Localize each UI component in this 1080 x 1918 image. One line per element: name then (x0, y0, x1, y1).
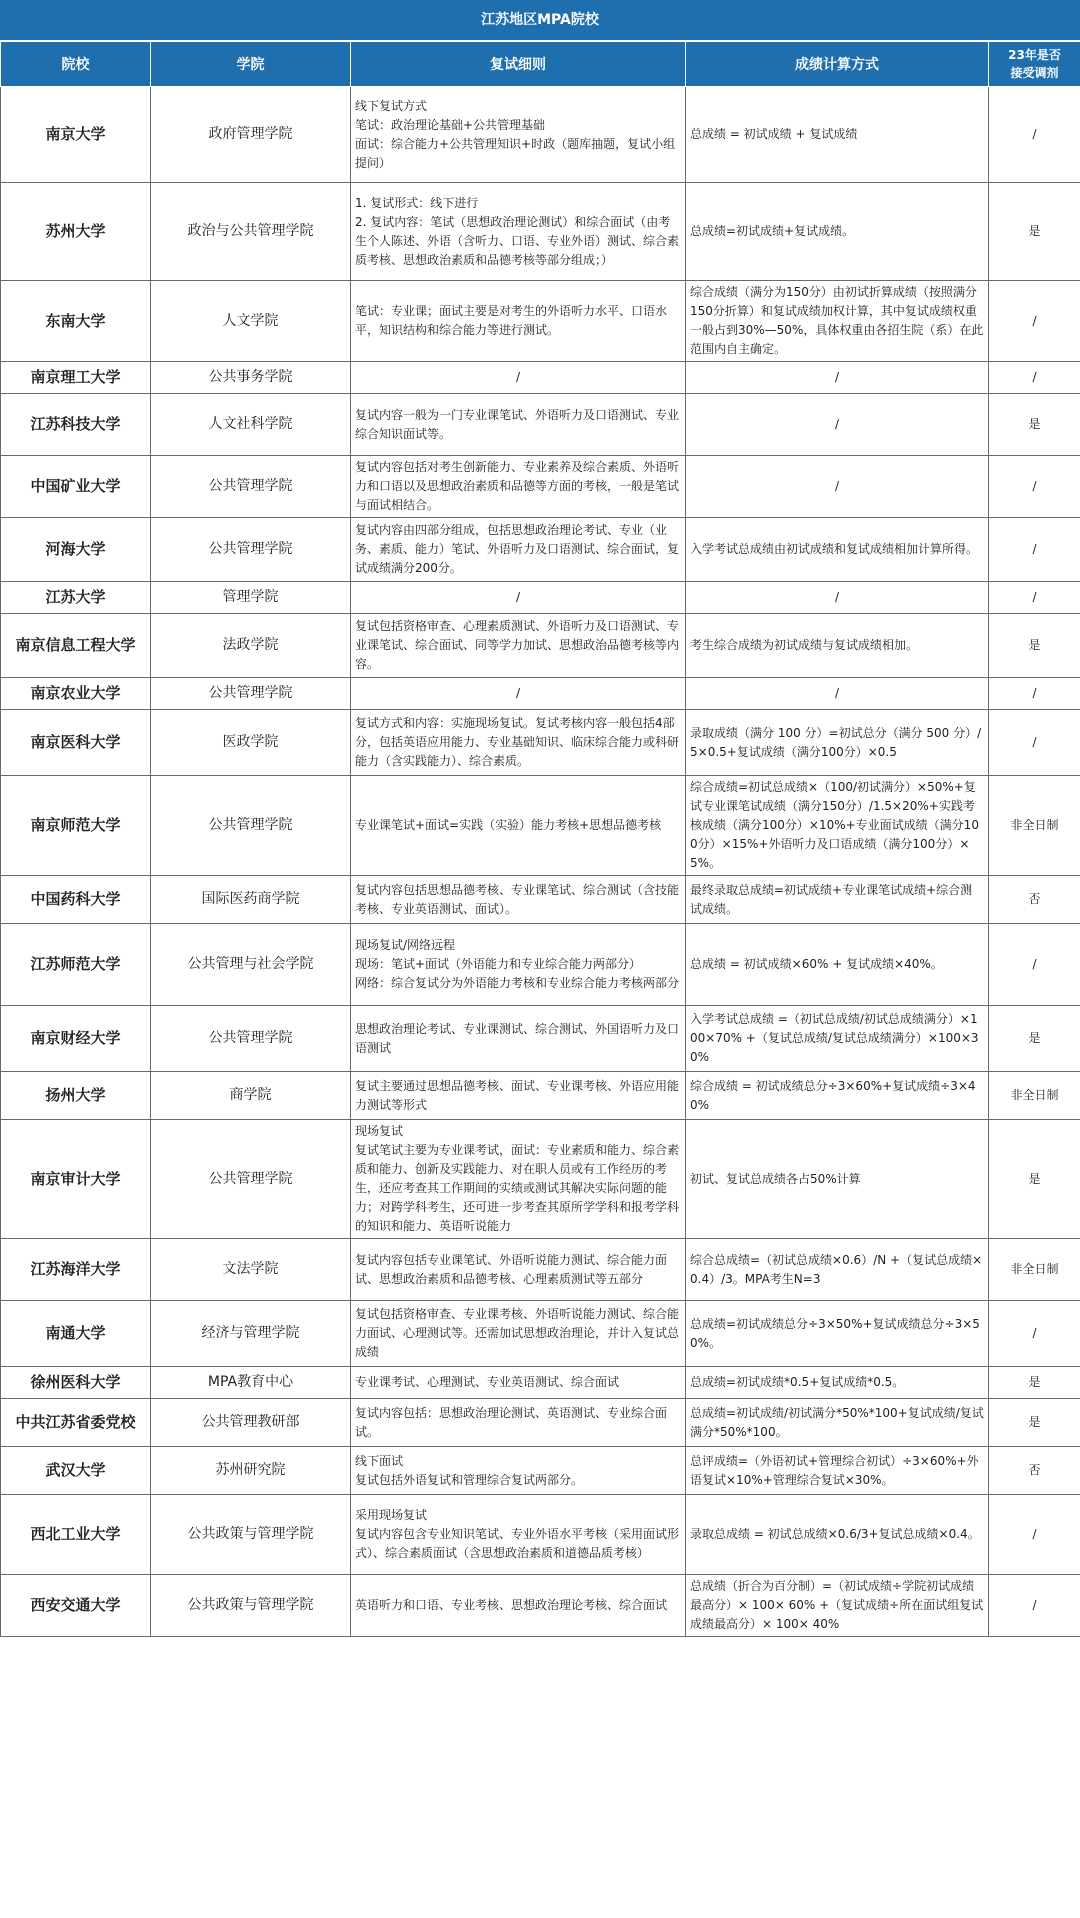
table-row (1, 362, 1080, 394)
calc-cell: 总评成绩=（外语初试+管理综合初试）÷3×60%+外语复试×10%+管理综合复试×30%。 (686, 1447, 989, 1495)
college-cell: 人文社科学院 (151, 394, 351, 456)
school-cell: 南京财经大学 (1, 1006, 151, 1072)
table-row (1, 1301, 1080, 1367)
college-cell: 公共事务学院 (151, 362, 351, 394)
rules-cell: 思想政治理论考试、专业课测试、综合测试、外国语听力及口语测试 (351, 1006, 686, 1072)
accept-cell: / (989, 582, 1080, 614)
college-cell: 政治与公共管理学院 (151, 183, 351, 281)
table-row (1, 1239, 1080, 1301)
accept-cell: / (989, 678, 1080, 710)
accept-cell: 非全日制 (989, 1072, 1080, 1120)
rules-cell: 线下复试方式 笔试：政治理论基础+公共管理基础 面试：综合能力+公共管理知识+时政（题库抽题，复试小组提问） (351, 87, 686, 183)
calc-cell: / (686, 394, 989, 456)
college-cell: 文法学院 (151, 1239, 351, 1301)
rules-cell: 线下面试 复试包括外语复试和管理综合复试两部分。 (351, 1447, 686, 1495)
college-cell: 公共管理学院 (151, 1006, 351, 1072)
accept-cell: 否 (989, 1447, 1080, 1495)
table-title: 江苏地区MPA院校 (0, 0, 1080, 41)
school-cell: 西安交通大学 (1, 1575, 151, 1637)
accept-cell: / (989, 1575, 1080, 1637)
school-cell: 中国药科大学 (1, 876, 151, 924)
calc-cell: 总成绩 = 初试成绩 + 复试成绩 (686, 87, 989, 183)
calc-cell: 录取成绩（满分 100 分）=初试总分（满分 500 分）/5×0.5+复试成绩（满分100分）×0.5 (686, 710, 989, 776)
college-cell: 人文学院 (151, 281, 351, 362)
calc-cell: 总成绩=初试成绩+复试成绩。 (686, 183, 989, 281)
accept-cell: / (989, 281, 1080, 362)
table-row (1, 614, 1080, 678)
calc-cell: / (686, 362, 989, 394)
rules-cell: 笔试：专业课；面试主要是对考生的外语听力水平、口语水平，知识结构和综合能力等进行测试。 (351, 281, 686, 362)
school-cell: 南京大学 (1, 87, 151, 183)
table-row (1, 1447, 1080, 1495)
calc-cell: 最终录取总成绩=初试成绩+专业课笔试成绩+综合测试成绩。 (686, 876, 989, 924)
rules-cell: 专业课笔试+面试=实践（实验）能力考核+思想品德考核 (351, 776, 686, 876)
table-row (1, 1495, 1080, 1575)
school-cell: 江苏科技大学 (1, 394, 151, 456)
accept-cell: 是 (989, 183, 1080, 281)
rules-cell: / (351, 362, 686, 394)
table-row (1, 1399, 1080, 1447)
accept-cell: 是 (989, 394, 1080, 456)
calc-cell: 总成绩（折合为百分制）=（初试成绩÷学院初试成绩最高分）× 100× 60% +（复试成绩÷所在面试组复试成绩最高分）× 100× 40% (686, 1575, 989, 1637)
accept-cell: / (989, 1495, 1080, 1575)
calc-cell: 总成绩=初试成绩/初试满分*50%*100+复试成绩/复试满分*50%*100。 (686, 1399, 989, 1447)
table-header-row (1, 42, 1080, 87)
school-cell: 江苏海洋大学 (1, 1239, 151, 1301)
college-cell: 商学院 (151, 1072, 351, 1120)
school-cell: 扬州大学 (1, 1072, 151, 1120)
calc-cell: 考生综合成绩为初试成绩与复试成绩相加。 (686, 614, 989, 678)
college-cell: 公共管理与社会学院 (151, 924, 351, 1006)
calc-cell: 初试、复试总成绩各占50%计算 (686, 1120, 989, 1239)
header-college: 学院 (151, 42, 351, 87)
rules-cell: 英语听力和口语、专业考核、思想政治理论考核、综合面试 (351, 1575, 686, 1637)
accept-cell: 是 (989, 1367, 1080, 1399)
accept-cell: 是 (989, 1006, 1080, 1072)
table-row (1, 1575, 1080, 1637)
rules-cell: 复试内容包括专业课笔试、外语听说能力测试、综合能力面试、思想政治素质和品德考核、心理素质测试等五部分 (351, 1239, 686, 1301)
college-cell: 政府管理学院 (151, 87, 351, 183)
table-row (1, 518, 1080, 582)
table-row (1, 1006, 1080, 1072)
accept-cell: 是 (989, 1399, 1080, 1447)
school-cell: 徐州医科大学 (1, 1367, 151, 1399)
college-cell: 苏州研究院 (151, 1447, 351, 1495)
college-cell: 公共管理学院 (151, 678, 351, 710)
table-body (1, 87, 1080, 1637)
calc-cell: / (686, 456, 989, 518)
college-cell: 公共管理学院 (151, 776, 351, 876)
rules-cell: 复试包括资格审查、专业课考核、外语听说能力测试、综合能力面试、心理测试等。还需加试思想政治理论，并计入复试总成绩 (351, 1301, 686, 1367)
calc-cell: 综合成绩（满分为150分）由初试折算成绩（按照满分150分折算）和复试成绩加权计算，其中复试成绩权重一般占到30%—50%，具体权重由各招生院（系）在此范围内自主确定。 (686, 281, 989, 362)
accept-cell: / (989, 518, 1080, 582)
calc-cell: 入学考试总成绩由初试成绩和复试成绩相加计算所得。 (686, 518, 989, 582)
school-cell: 武汉大学 (1, 1447, 151, 1495)
table-row (1, 87, 1080, 183)
rules-cell: 复试方式和内容：实施现场复试。复试考核内容一般包括4部分，包括英语应用能力、专业基础知识、临床综合能力或科研能力（含实践能力）、综合素质。 (351, 710, 686, 776)
college-cell: 法政学院 (151, 614, 351, 678)
rules-cell: 专业课考试、心理测试、专业英语测试、综合面试 (351, 1367, 686, 1399)
college-cell: 公共管理教研部 (151, 1399, 351, 1447)
school-cell: 南京理工大学 (1, 362, 151, 394)
college-cell: 国际医药商学院 (151, 876, 351, 924)
accept-cell: 非全日制 (989, 1239, 1080, 1301)
school-cell: 江苏大学 (1, 582, 151, 614)
school-cell: 南京医科大学 (1, 710, 151, 776)
college-cell: 管理学院 (151, 582, 351, 614)
table-row (1, 281, 1080, 362)
school-cell: 南京师范大学 (1, 776, 151, 876)
table-row (1, 1120, 1080, 1239)
college-cell: 公共政策与管理学院 (151, 1575, 351, 1637)
rules-cell: 现场复试 复试笔试主要为专业课考试，面试：专业素质和能力、综合素质和能力、创新及实践能力、对在职人员或有工作经历的考生，还应考查其工作期间的实绩或测试其解决实际问题的能力；对跨学科考生，还可进一步考查其原所学学科和报考学科的知识和能力、英语听说能力 (351, 1120, 686, 1239)
table-row (1, 710, 1080, 776)
table-row (1, 924, 1080, 1006)
school-cell: 南通大学 (1, 1301, 151, 1367)
accept-cell: / (989, 1301, 1080, 1367)
calc-cell: 总成绩=初试成绩总分÷3×50%+复试成绩总分÷3×50%。 (686, 1301, 989, 1367)
mpa-schools-table (0, 41, 1080, 1637)
calc-cell: 综合成绩 = 初试成绩总分÷3×60%+复试成绩÷3×40% (686, 1072, 989, 1120)
school-cell: 西北工业大学 (1, 1495, 151, 1575)
rules-cell: / (351, 582, 686, 614)
college-cell: 公共管理学院 (151, 1120, 351, 1239)
accept-cell: / (989, 710, 1080, 776)
college-cell: 医政学院 (151, 710, 351, 776)
table-row (1, 394, 1080, 456)
table-row (1, 1072, 1080, 1120)
calc-cell: 入学考试总成绩 =（初试总成绩/初试总成绩满分）×100×70% +（复试总成绩/复试总成绩满分）×100×30% (686, 1006, 989, 1072)
calc-cell: 录取总成绩 = 初试总成绩×0.6/3+复试总成绩×0.4。 (686, 1495, 989, 1575)
rules-cell: 复试内容包括：思想政治理论测试、英语测试、专业综合面试。 (351, 1399, 686, 1447)
school-cell: 东南大学 (1, 281, 151, 362)
school-cell: 江苏师范大学 (1, 924, 151, 1006)
accept-cell: / (989, 924, 1080, 1006)
table-row (1, 876, 1080, 924)
table-row (1, 582, 1080, 614)
college-cell: 经济与管理学院 (151, 1301, 351, 1367)
school-cell: 河海大学 (1, 518, 151, 582)
table-row (1, 1367, 1080, 1399)
rules-cell: 现场复试/网络远程 现场：笔试+面试（外语能力和专业综合能力两部分） 网络：综合复试分为外语能力考核和专业综合能力考核两部分 (351, 924, 686, 1006)
calc-cell: 综合成绩=初试总成绩×（100/初试满分）×50%+复试专业课笔试成绩（满分150分）/1.5×20%+实践考核成绩（满分100分）×10%+专业面试成绩（满分100分）×15%+外语听力及口语成绩（满分100分）×5%。 (686, 776, 989, 876)
header-school: 院校 (1, 42, 151, 87)
college-cell: 公共管理学院 (151, 518, 351, 582)
school-cell: 中国矿业大学 (1, 456, 151, 518)
table-row (1, 183, 1080, 281)
accept-cell: 非全日制 (989, 776, 1080, 876)
calc-cell: / (686, 678, 989, 710)
college-cell: 公共管理学院 (151, 456, 351, 518)
accept-cell: / (989, 456, 1080, 518)
table-row (1, 678, 1080, 710)
school-cell: 南京审计大学 (1, 1120, 151, 1239)
table-row (1, 456, 1080, 518)
rules-cell: / (351, 678, 686, 710)
calc-cell: 总成绩 = 初试成绩×60% + 复试成绩×40%。 (686, 924, 989, 1006)
rules-cell: 采用现场复试 复试内容包含专业知识笔试、专业外语水平考核（采用面试形式）、综合素质面试（含思想政治素质和道德品质考核） (351, 1495, 686, 1575)
calc-cell: / (686, 582, 989, 614)
school-cell: 苏州大学 (1, 183, 151, 281)
rules-cell: 复试内容由四部分组成，包括思想政治理论考试、专业（业务、素质、能力）笔试、外语听力及口语测试、综合面试，复试成绩满分200分。 (351, 518, 686, 582)
calc-cell: 总成绩=初试成绩*0.5+复试成绩*0.5。 (686, 1367, 989, 1399)
school-cell: 南京信息工程大学 (1, 614, 151, 678)
table-row (1, 776, 1080, 876)
rules-cell: 复试内容一般为一门专业课笔试、外语听力及口语测试、专业综合知识面试等。 (351, 394, 686, 456)
school-cell: 中共江苏省委党校 (1, 1399, 151, 1447)
rules-cell: 复试主要通过思想品德考核、面试、专业课考核、外语应用能力测试等形式 (351, 1072, 686, 1120)
accept-cell: 否 (989, 876, 1080, 924)
accept-cell: 是 (989, 1120, 1080, 1239)
rules-cell: 复试内容包括对考生创新能力、专业素养及综合素质、外语听力和口语以及思想政治素质和品德等方面的考核，一般是笔试与面试相结合。 (351, 456, 686, 518)
accept-cell: / (989, 362, 1080, 394)
school-cell: 南京农业大学 (1, 678, 151, 710)
header-rules: 复试细则 (351, 42, 686, 87)
rules-cell: 复试包括资格审查、心理素质测试、外语听力及口语测试、专业课笔试、综合面试、同等学力加试、思想政治品德考核等内容。 (351, 614, 686, 678)
header-accept-adjustment: 23年是否 接受调剂 (989, 42, 1080, 87)
accept-cell: 是 (989, 614, 1080, 678)
rules-cell: 复试内容包括思想品德考核、专业课笔试、综合测试（含技能考核、专业英语测试、面试）。 (351, 876, 686, 924)
header-calc: 成绩计算方式 (686, 42, 989, 87)
rules-cell: 1. 复试形式：线下进行 2. 复试内容：笔试（思想政治理论测试）和综合面试（由考生个人陈述、外语（含听力、口语、专业外语）测试、综合素质考核、思想政治素质和品德考核等部分组成；） (351, 183, 686, 281)
accept-cell: / (989, 87, 1080, 183)
college-cell: 公共政策与管理学院 (151, 1495, 351, 1575)
college-cell: MPA教育中心 (151, 1367, 351, 1399)
calc-cell: 综合总成绩=（初试总成绩×0.6）/N +（复试总成绩×0.4）/3。MPA考生N=3 (686, 1239, 989, 1301)
